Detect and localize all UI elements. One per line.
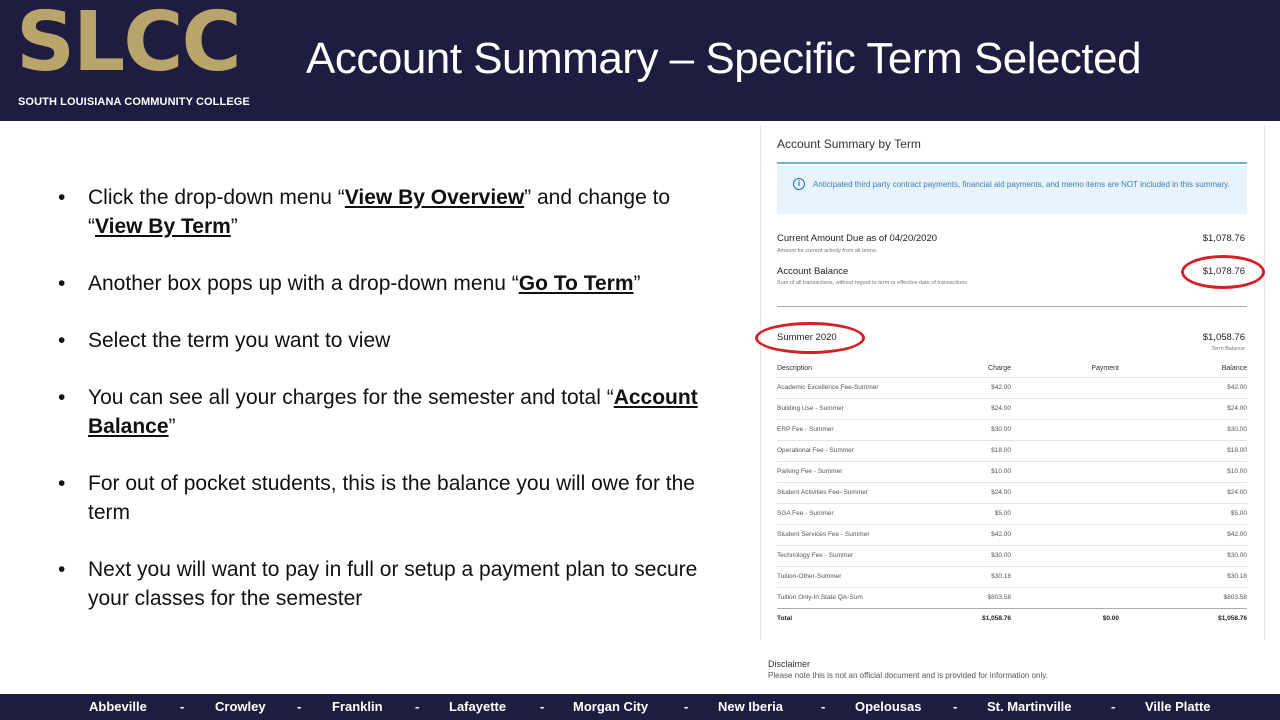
bullet-dot-icon: • — [58, 329, 66, 352]
campus-name: St. Martinville — [987, 699, 1072, 714]
table-row: Operational Fee - Summer $18.00 $18.00 — [777, 440, 1247, 461]
table-row: Academic Excellence Fee-Summer $42.00 $42.00 — [777, 377, 1247, 398]
bullet-item: • Another box pops up with a drop-down menu “Go To Term” — [58, 269, 718, 298]
logo-subtitle: SOUTH LOUISIANA COMMUNITY COLLEGE — [18, 96, 250, 108]
campus-name: Opelousas — [855, 699, 922, 714]
term-name: Summer 2020 — [777, 332, 837, 343]
slide-header — [0, 0, 1280, 121]
charges-table — [777, 361, 1247, 629]
footer-separator: - — [684, 699, 689, 714]
footer-separator: - — [297, 699, 302, 714]
campus-name: Abbeville — [89, 699, 147, 714]
campus-name: Lafayette — [449, 699, 507, 714]
bullet-item: • For out of pocket students, this is the balance you will owe for the term — [58, 469, 718, 527]
panel-title: Account Summary by Term — [777, 137, 921, 151]
term-balance: $1,058.76 — [1202, 332, 1245, 343]
campus-name: Franklin — [332, 699, 383, 714]
column-header: Description — [777, 365, 813, 373]
table-row: Technology Fee - Summer $30.00 $30.00 — [777, 545, 1247, 566]
table-row: Tuition-Other-Summer $30.18 $30.18 — [777, 566, 1247, 587]
campus-name: Ville Platte — [1145, 699, 1211, 714]
bullet-dot-icon: • — [58, 186, 66, 209]
account-balance-label: Account Balance — [777, 266, 849, 277]
emphasis-view-by-term: View By Term — [95, 215, 231, 238]
bullet-item: • Next you will want to pay in full or setup a payment plan to secure your classes for the semester — [58, 555, 718, 613]
table-row: ERP Fee - Summer $30.00 $30.00 — [777, 419, 1247, 440]
section-divider — [777, 306, 1247, 307]
emphasis-account-balance: Account Balance — [88, 386, 698, 438]
footer-separator: - — [540, 699, 545, 714]
table-row: Student Services Fee - Summer $42.00 $42.00 — [777, 524, 1247, 545]
slcc-logo — [16, 0, 256, 113]
emphasis-view-by-overview: View By Overview — [344, 186, 525, 209]
slide-title: Account Summary – Specific Term Selected — [306, 34, 1142, 83]
account-balance-subtext: Sum of all transactions, without regard to term or effective date of transactions. — [777, 280, 969, 286]
emphasis-go-to-term: Go To Term — [518, 272, 634, 295]
disclaimer-title: Disclaimer — [768, 659, 811, 669]
column-header: Balance — [1221, 365, 1247, 373]
table-row: Student Activities Fee- Summer $24.00 $24.00 — [777, 482, 1247, 503]
footer-separator: - — [1111, 699, 1116, 714]
campus-footer — [0, 694, 1280, 720]
column-header: Payment — [1091, 365, 1119, 373]
current-due-value: $1,078.76 — [1202, 233, 1245, 244]
footer-separator: - — [180, 699, 185, 714]
campus-name: Crowley — [215, 699, 266, 714]
bullet-dot-icon: • — [58, 386, 66, 409]
table-total-row: Total $1,058.76 $0.00 $1,058.76 — [777, 608, 1247, 629]
footer-separator: - — [415, 699, 420, 714]
table-row: Parking Fee - Summer $10.00 $10.00 — [777, 461, 1247, 482]
footer-separator: - — [953, 699, 958, 714]
account-balance-highlight-ring — [1181, 255, 1265, 289]
bullet-item: • Click the drop-down menu “View By Overview” and change to “View By Term” — [58, 183, 718, 241]
campus-name: New Iberia — [718, 699, 784, 714]
column-header: Charge — [988, 365, 1011, 373]
bullet-item: • You can see all your charges for the semester and total “Account Balance” — [58, 383, 718, 441]
bullet-dot-icon: • — [58, 558, 66, 581]
term-balance-label: Term Balance — [1211, 346, 1245, 352]
info-notice — [777, 166, 1247, 214]
table-header-row — [777, 361, 1247, 377]
account-summary-panel — [760, 125, 1265, 640]
footer-separator: - — [821, 699, 826, 714]
info-circle-icon: i — [793, 178, 805, 190]
current-due-label: Current Amount Due as of 04/20/2020 — [777, 233, 938, 244]
panel-title-rule — [777, 162, 1247, 164]
info-notice-text: Anticipated third party contract payments, financial aid payments, and memo items are NOT included in this summary. — [813, 180, 1230, 189]
bullet-dot-icon: • — [58, 472, 66, 495]
current-due-subtext: Amount for current activity from all terms. — [777, 248, 878, 254]
bullet-item: • Select the term you want to view — [58, 326, 718, 355]
logo-letters: SLCC — [16, 0, 240, 90]
bullet-dot-icon: • — [58, 272, 66, 295]
campus-name: Morgan City — [573, 699, 649, 714]
table-row: Building Use - Summer $24.00 $24.00 — [777, 398, 1247, 419]
table-row: Tuition Only-In State QA-Sum $803.58 $803.58 — [777, 587, 1247, 608]
bullet-list — [58, 183, 718, 641]
table-row: SGA Fee - Summer $5.00 $5.00 — [777, 503, 1247, 524]
disclaimer-text: Please note this is not an official document and is provided for information only. — [768, 671, 1048, 680]
account-balance-value: $1,078.76 — [1202, 266, 1245, 277]
term-name-highlight-ring — [755, 322, 865, 354]
